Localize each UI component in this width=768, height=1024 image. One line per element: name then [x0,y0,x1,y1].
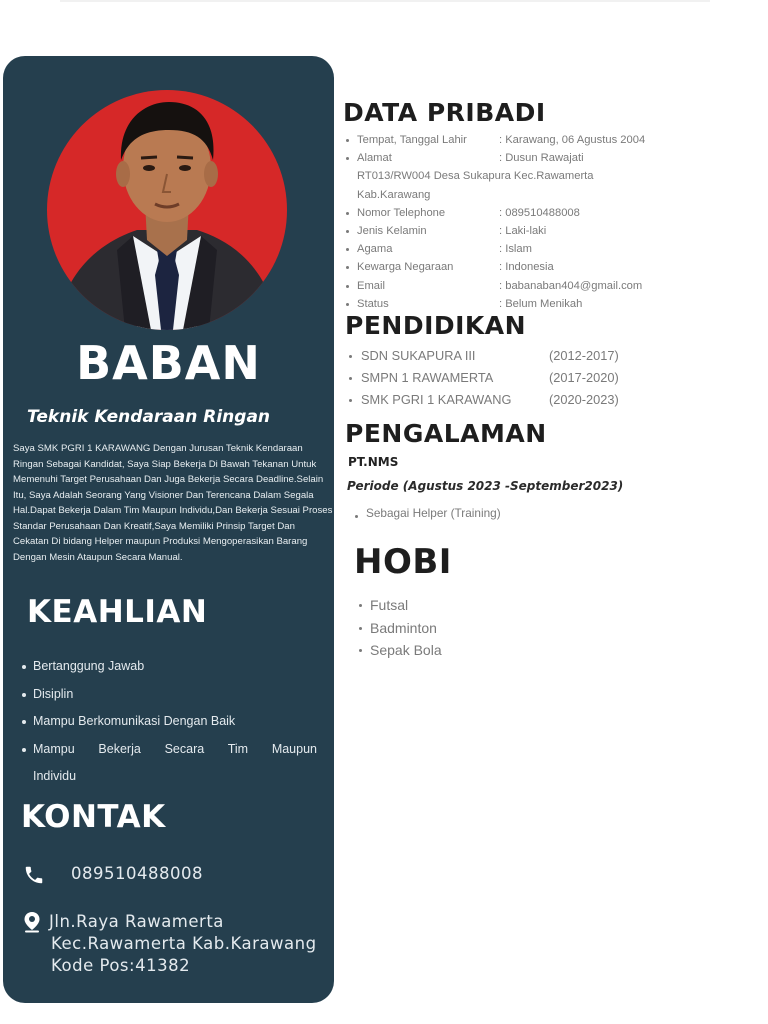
education-item [347,367,619,389]
personal-data-value: : Karawang, 06 Agustus 2004 [499,134,646,146]
hobi-heading: HOBI [354,542,452,582]
personal-data-row [345,258,685,276]
personal-data-label: Tempat, Tanggal Lahir [357,134,467,146]
personal-data-value-continued: Kab.Karawang [357,188,431,201]
personal-data-label: Email [357,279,385,292]
personal-data-row [345,240,685,258]
education-school: SDN SUKAPURA III [361,348,476,363]
personal-data-value: : Islam [499,243,532,256]
profile-job-title: Teknik Kendaraan Ringan [27,407,271,427]
personal-data-value: : Belum Menikah [499,297,583,310]
education-school: SMK PGRI 1 KARAWANG [361,392,512,407]
pengalaman-heading: PENGALAMAN [345,419,547,448]
personal-data-label: Alamat [357,152,392,165]
address-line: Kec.Rawamerta Kab.Karawang [51,934,317,953]
personal-data-value: : Indonesia [499,261,554,274]
address-line: Jln.Raya Rawamerta [49,912,224,931]
contact-address-text [49,911,317,977]
hobby-list [357,594,442,662]
hobby-item: Futsal [357,594,442,617]
education-years: (2020-2023) [549,392,619,407]
education-item [347,345,619,367]
personal-data-value: : Dusun Rawajati [499,152,584,165]
profile-name: BABAN [76,336,261,390]
profile-photo [47,90,287,330]
pendidikan-heading: PENDIDIKAN [345,311,527,340]
personal-data-value-continued: RT013/RW004 Desa Sukapura Kec.Rawamerta [357,170,594,183]
personal-data-list [345,131,685,313]
location-pin-icon [23,911,41,933]
experience-company: PT.NMS [348,455,399,469]
contact-phone-number: 089510488008 [71,864,203,883]
personal-data-label: Kewarga Negaraan [357,261,454,274]
skill-item-continuation: Individu [33,769,77,783]
personal-data-row [345,204,685,222]
education-item [347,389,619,411]
profile-summary: Saya SMK PGRI 1 KARAWANG Dengan Jurusan Teknik Kendaraan Ringan Sebagai Kandidat, Saya Siap Bekerja Di Bawah Tekanan Untuk Memenuhi Target Perusahaan Dan Juga Bekerja Secara Deadline.Selain Itu, Saya Adalah Seorang Yang Visioner Dan Terencana Dalam Segala Hal.Dapat Bekerja Dalam Tim Maupun Individu,Dan Bekerja Sesuai Proses Standar Perusahaan Dan Kreatif,Saya Memiliki Prinsip Target Dan Cekatan Di bidang Helper maupun Produksi Mengoperasikan Barang Dengan Mesin Ataupun Secara Manual. [13,443,333,563]
profile-photo-illustration [47,90,287,330]
personal-data-label: Jenis Kelamin [357,225,427,238]
data-pribadi-heading: DATA PRIBADI [343,98,546,127]
personal-data-row [345,277,685,295]
personal-data-value: : babanaban404@gmail.com [499,279,643,292]
sidebar [3,56,334,1003]
education-list [347,345,619,411]
experience-list [353,506,501,520]
personal-data-label: Nomor Telephone [357,206,446,219]
kontak-heading: KONTAK [21,799,166,835]
hobby-item: Sepak Bola [357,639,442,662]
personal-data-label: Status [357,297,389,310]
experience-period: Periode (Agustus 2023 -September2023) [347,479,624,493]
skill-item: Bertanggung Jawab [19,653,317,681]
personal-data-value: : Laki-laki [499,225,547,238]
top-divider [60,0,710,2]
personal-data-row [345,131,685,149]
personal-data-value: : 089510488008 [499,206,580,219]
skills-list [19,653,317,791]
personal-data-label: Agama [357,243,393,256]
personal-data-row [345,222,685,240]
personal-data-row [345,149,685,204]
education-school: SMPN 1 RAWAMERTA [361,370,494,385]
keahlian-heading: KEAHLIAN [27,594,208,630]
skill-item: Mampu Berkomunikasi Dengan Baik [19,708,317,736]
phone-icon [23,864,45,886]
experience-item: Sebagai Helper (Training) [353,506,501,520]
skill-item: Mampu Bekerja Secara Tim Maupun [19,736,317,764]
education-years: (2012-2017) [549,348,619,363]
hobby-item: Badminton [357,617,442,640]
education-years: (2017-2020) [549,370,619,385]
skill-item: Disiplin [19,681,317,709]
address-line: Kode Pos:41382 [51,956,191,975]
